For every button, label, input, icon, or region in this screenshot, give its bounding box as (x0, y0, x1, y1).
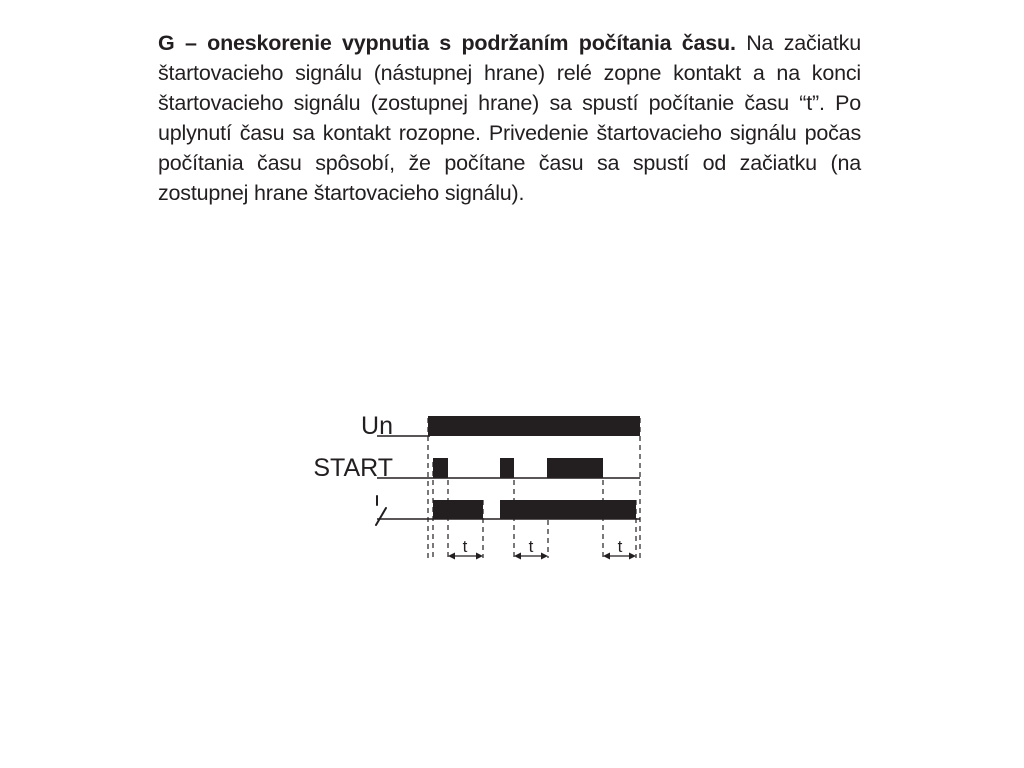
time-label-2: t (528, 537, 534, 556)
timing-guides (428, 418, 640, 558)
start-pulse-1 (433, 458, 448, 478)
time-label-1: t (462, 537, 468, 556)
relay-pulse-2 (500, 500, 636, 519)
time-interval-1 (448, 537, 483, 560)
relay-signal (377, 500, 640, 519)
time-label-3: t (617, 537, 623, 556)
relay-pulse-1 (433, 500, 483, 519)
un-label: Un (361, 412, 393, 440)
relay-contact-icon (376, 496, 386, 525)
start-pulse-2 (500, 458, 514, 478)
start-pulse-3 (547, 458, 603, 478)
start-signal (377, 458, 640, 478)
un-signal (377, 416, 640, 436)
un-supply-pulse (428, 416, 640, 436)
time-interval-2 (514, 537, 548, 560)
function-title: G – oneskorenie vypnutia s podržaním počítania času. (158, 31, 736, 55)
start-label: START (313, 454, 393, 482)
function-explanation: Na začiatku štartovacieho signálu (nástupnej hrane) relé zopne kontakt a na konci štartovacieho signálu (zostupnej hrane) sa spustí počítanie času “t”. Po uplynutí času sa kontakt rozopne. Privedenie štartovacieho signálu počas počítania času spôsobí, že počítane času sa spustí od začiatku (na zostupnej hrane štartovacieho signálu). (158, 31, 861, 205)
time-interval-3 (603, 537, 636, 560)
